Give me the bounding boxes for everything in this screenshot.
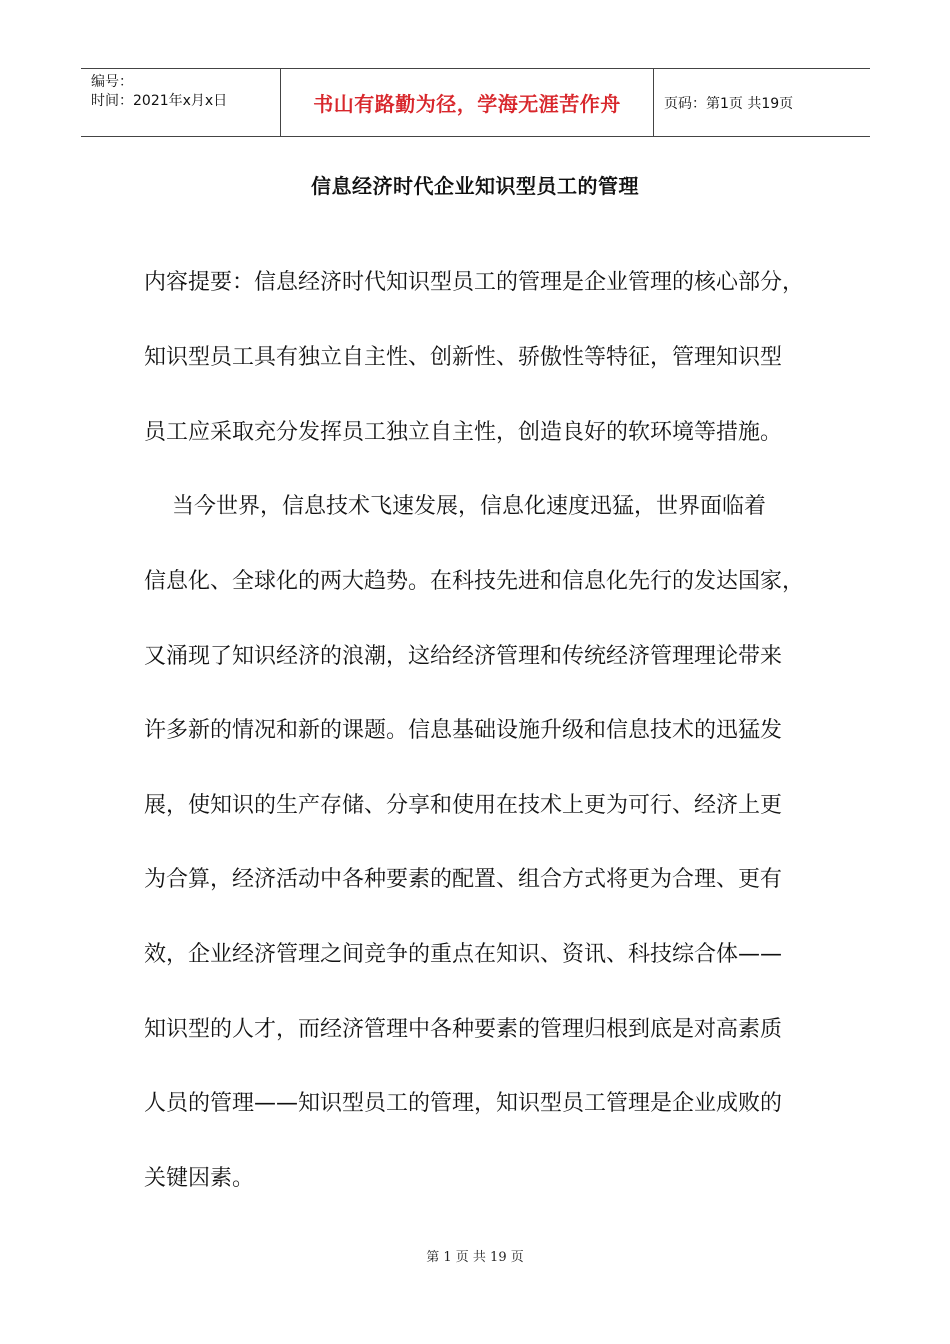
header-page-info: 页码：第1页 共19页: [664, 95, 794, 112]
body-line: 信息化、全球化的两大趋势。在科技先进和信息化先行的发达国家，: [144, 569, 805, 594]
body-line: 员工应采取充分发挥员工独立自主性，创造良好的软环境等措施。: [144, 420, 783, 445]
body-line: 关键因素。: [144, 1166, 255, 1191]
body-line: 知识型的人才，而经济管理中各种要素的管理归根到底是对高素质: [144, 1017, 783, 1042]
header-motto: 书山有路勤为径，学海无涯苦作舟: [281, 69, 654, 136]
body-line: 知识型员工具有独立自主性、创新性、骄傲性等特征，管理知识型: [144, 345, 783, 370]
header-meta-cell: [81, 69, 281, 136]
body-line: 为合算，经济活动中各种要素的配置、组合方式将更为合理、更有: [144, 867, 783, 892]
body-line: 许多新的情况和新的课题。信息基础设施升级和信息技术的迅猛发: [144, 718, 783, 743]
body-line: 当今世界，信息技术飞速发展，信息化速度迅猛，世界面临着: [144, 494, 766, 519]
header-table: [81, 68, 870, 137]
body-line: 效，企业经济管理之间竞争的重点在知识、资讯、科技综合体——: [144, 942, 783, 967]
page-footer: 第 1 页 共 19 页: [426, 1250, 524, 1265]
body-line: 又涌现了知识经济的浪潮，这给经济管理和传统经济管理理论带来: [144, 644, 783, 669]
body-line: 人员的管理——知识型员工的管理，知识型员工管理是企业成败的: [144, 1091, 783, 1116]
document-date-label: 时间：2021年x月x日: [91, 93, 228, 109]
body-line: 内容提要：信息经济时代知识型员工的管理是企业管理的核心部分，: [144, 270, 805, 295]
document-number-label: 编号：: [91, 74, 133, 90]
document-title: 信息经济时代企业知识型员工的管理: [311, 174, 639, 198]
body-line: 展，使知识的生产存储、分享和使用在技术上更为可行、经济上更: [144, 793, 783, 818]
